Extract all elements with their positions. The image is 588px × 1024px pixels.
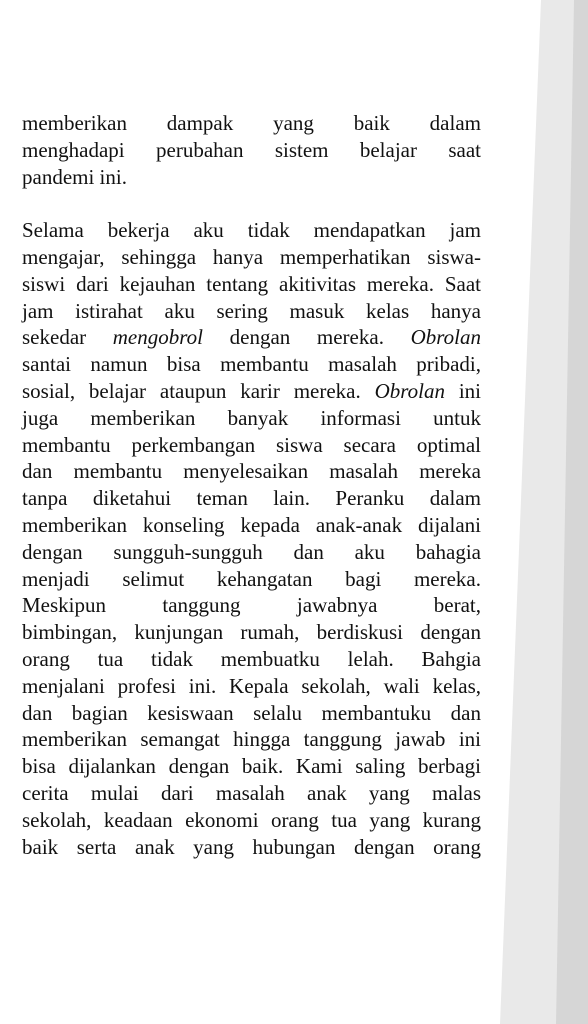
text-line [22,378,481,405]
text-line: sekolah, keadaan ekonomi orang tua yang kurang [22,807,481,832]
text-line: bisa dijalankan dengan baik. Kami saling berbagi [22,754,481,779]
text-line: tanpa diketahui teman lain. Peranku dalam [22,486,481,511]
text-line: dengan sungguh-sungguh dan aku bahagia [22,539,481,564]
text-line: Selama bekerja aku tidak mendapatkan jam [22,218,481,243]
paragraph-1 [22,110,481,190]
text-line: juga memberikan banyak informasi untuk [22,405,481,430]
text-line: dan bagian kesiswaan selalu membantuku dan [22,700,481,725]
text-run: sekedar [22,325,113,350]
text-line: menghadapi perubahan sistem belajar saat [22,137,481,162]
paragraph-2 [22,217,481,860]
italic-word: mengobrol [112,325,203,350]
text-line: orang tua tidak membuatku lelah. Bahgia [22,646,481,671]
text-line: menjadi selimut kehangatan bagi mereka. [22,566,481,591]
text-line: cerita mulai dari masalah anak yang malas [22,780,481,805]
paragraph-gap [22,190,481,217]
text-line: memberikan konseling kepada anak-anak dijalani [22,512,481,537]
text-line: pandemi ini. [22,164,127,189]
text-line: Meskipun tanggung jawabnya berat, [22,593,481,618]
text-line: menjalani profesi ini. Kepala sekolah, wali kelas, [22,673,481,698]
text-run: ini [444,378,481,403]
text-line: memberikan semangat hingga tanggung jawab ini [22,727,481,752]
text-line: siswi dari kejauhan tentang akitivitas mereka. Saat [22,271,481,296]
text-line: jam istirahat aku sering masuk kelas hanya [22,298,481,323]
text-run: sosial, belajar ataupun karir mereka. [22,378,375,403]
text-line: baik serta anak yang hubungan dengan orang [22,834,481,859]
page-body-text [22,110,481,860]
text-line: membantu perkembangan siswa secara optimal [22,432,481,457]
text-line: bimbingan, kunjungan rumah, berdiskusi dengan [22,620,481,645]
text-run: dengan mereka. [202,325,411,350]
italic-word: Obrolan [374,378,445,403]
italic-word: Obrolan [410,325,481,350]
text-line [22,324,481,351]
text-line: memberikan dampak yang baik dalam [22,111,481,135]
text-line: santai namun bisa membantu masalah pribadi, [22,352,481,377]
text-line: mengajar, sehingga hanya memperhatikan siswa- [22,244,481,269]
text-line: dan membantu menyelesaikan masalah mereka [22,459,481,484]
